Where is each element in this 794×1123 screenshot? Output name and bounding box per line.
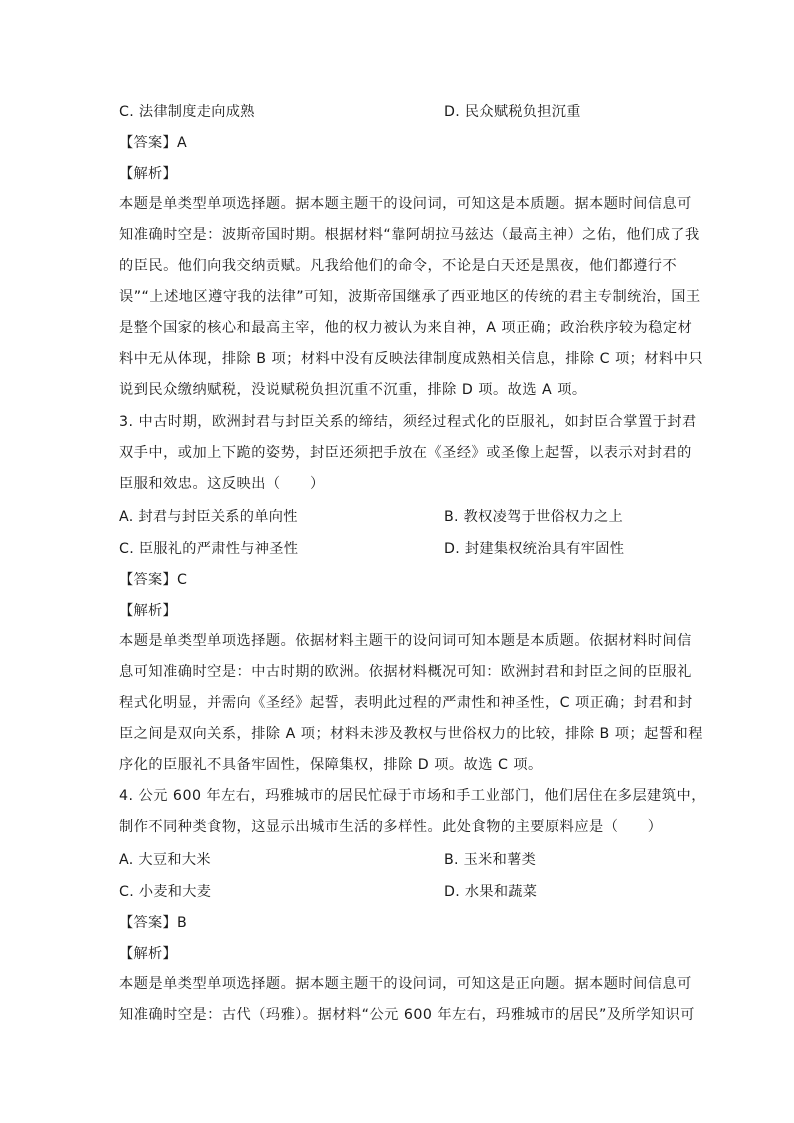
q2-analysis-line: 料中无从体现，排除 B 项；材料中没有反映法律制度成熟相关信息，排除 C 项；材料中只 — [119, 351, 704, 367]
q4-option-b: B. 玉米和薯类 — [444, 852, 537, 868]
q2-analysis-line: 的臣民。他们向我交纳贡赋。凡我给他们的命令，不论是白天还是黑夜，他们都遵行不 — [119, 258, 678, 274]
q3-option-a: A. 封君与封臣关系的单向性 — [119, 509, 298, 525]
q2-analysis-line: 误”“上述地区遵守我的法律”可知，波斯帝国继承了西亚地区的传统的君主专制统治，国王 — [119, 289, 701, 305]
q3-analysis-line: 程式化明显，并需向《圣经》起誓，表明此过程的严肃性和神圣性，C 项正确；封君和封 — [119, 695, 693, 711]
q3-analysis-line: 本题是单类型单项选择题。依据材料主题干的设问词可知本题是本质题。依据材料时间信 — [119, 633, 692, 649]
q4-analysis-line: 本题是单类型单项选择题。据本题主题干的设问词，可知这是正向题。据本题时间信息可 — [119, 976, 692, 992]
q4-option-d: D. 水果和蔬菜 — [444, 884, 538, 900]
q2-analysis-line: 是整个国家的核心和最高主宰，他的权力被认为来自神，A 项正确；政治秩序较为稳定材 — [119, 320, 693, 336]
q3-option-d: D. 封建集权统治具有牢固性 — [444, 541, 625, 557]
q2-answer: 【答案】A — [119, 135, 187, 151]
q3-analysis-line: 息可知准确时空是：中古时期的欧洲。依据材料概况可知：欧洲封君和封臣之间的臣服礼 — [119, 664, 692, 680]
q3-stem-line: 双手中，或加上下跪的姿势，封臣还须把手放在《圣经》或圣像上起誓，以表示对封君的 — [119, 445, 692, 461]
q2-analysis-line: 知准确时空是：波斯帝国时期。根据材料“靠阿胡拉马兹达（最高主神）之佑，他们成了我 — [119, 227, 700, 243]
q3-stem-line: 3. 中古时期，欧洲封君与封臣关系的缔结，须经过程式化的臣服礼，如封臣合掌置于封君 — [119, 414, 697, 430]
q2-analysis — [119, 189, 704, 406]
q4-option-a: A. 大豆和大米 — [119, 852, 211, 868]
q4-analysis-line: 知准确时空是：古代（玛雅）。据材料“公元 600 年左右，玛雅城市的居民”及所学知识可 — [119, 1007, 695, 1023]
q3-analysis — [119, 626, 703, 781]
q4-option-c: C. 小麦和大麦 — [119, 884, 212, 900]
q2-option-c: C. 法律制度走向成熟 — [119, 104, 255, 120]
q2-analysis-heading: 【解析】 — [119, 166, 177, 182]
q4-stem-line: 4. 公元 600 年左右，玛雅城市的居民忙碌于市场和手工业部门，他们居住在多层建筑中， — [119, 788, 706, 804]
q2-analysis-line: 本题是单类型单项选择题。据本题主题干的设问词，可知这是本质题。据本题时间信息可 — [119, 196, 692, 212]
q2-option-d: D. 民众赋税负担沉重 — [444, 104, 581, 120]
q3-analysis-line: 序化的臣服礼不具备牢固性，保障集权，排除 D 项。故选 C 项。 — [119, 757, 543, 773]
q3-option-c: C. 臣服礼的严肃性与神圣性 — [119, 541, 299, 557]
q3-option-b: B. 教权凌驾于世俗权力之上 — [444, 509, 624, 525]
q3-stem-line: 臣服和效忠。这反映出（ ） — [119, 476, 325, 492]
q2-analysis-line: 说到民众缴纳赋税，没说赋税负担沉重不沉重，排除 D 项。故选 A 项。 — [119, 382, 587, 398]
q4-analysis-heading: 【解析】 — [119, 946, 177, 962]
q4-stem-line: 制作不同种类食物，这显示出城市生活的多样性。此处食物的主要原料应是（ ） — [119, 819, 663, 835]
q3-analysis-line: 臣之间是双向关系，排除 A 项；材料未涉及教权与世俗权力的比较，排除 B 项；起誓和程 — [119, 726, 703, 742]
q3-analysis-heading: 【解析】 — [119, 603, 177, 619]
q4-answer: 【答案】B — [119, 915, 187, 931]
q4-analysis — [119, 969, 695, 1031]
q4-stem — [119, 781, 706, 843]
q3-answer: 【答案】C — [119, 572, 188, 588]
q3-stem — [119, 407, 697, 500]
